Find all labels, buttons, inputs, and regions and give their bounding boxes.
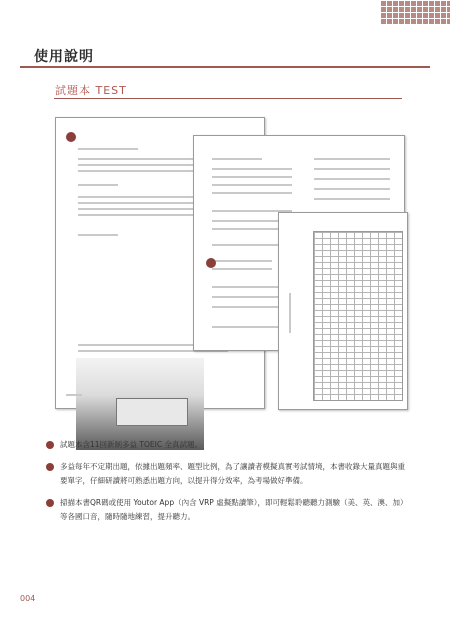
bullet-icon [46, 463, 54, 471]
note-item [46, 438, 406, 452]
sample-photo [76, 358, 204, 450]
page-title: 使用說明 [34, 49, 94, 65]
step-marker-icon [206, 258, 216, 268]
usage-notes [46, 438, 406, 532]
note-text: 試題本含11回新制多益 TOEIC 全真試題。 [60, 440, 202, 449]
page-number: 004 [20, 594, 36, 603]
truck-image [116, 398, 188, 426]
note-text: 多益每年不定期出題，依據出題頻率、題型比例，為了讓讀者模擬真實考試情境，本書收錄大量真題與重要單字，仔細研讀將可熟悉出題方向，以提升得分效率，為考場做好準備。 [60, 462, 405, 485]
decorative-grid-corner [380, 0, 450, 24]
sample-answer-sheet [278, 212, 408, 410]
note-item [46, 460, 406, 488]
section-subtitle: 試題本 TEST [55, 84, 127, 97]
note-text: 掃描本書QR碼或使用 Youtor App（內含 VRP 虛擬點讀筆），即可輕鬆聆聽聽力測驗（美、英、澳、加）等各國口音，隨時隨地練習，提升聽力。 [60, 498, 404, 521]
title-divider [20, 66, 430, 68]
subtitle-divider [54, 98, 402, 99]
step-marker-icon [66, 132, 76, 142]
note-item [46, 496, 406, 524]
bullet-icon [46, 441, 54, 449]
bullet-icon [46, 499, 54, 507]
answer-grid [313, 231, 403, 401]
